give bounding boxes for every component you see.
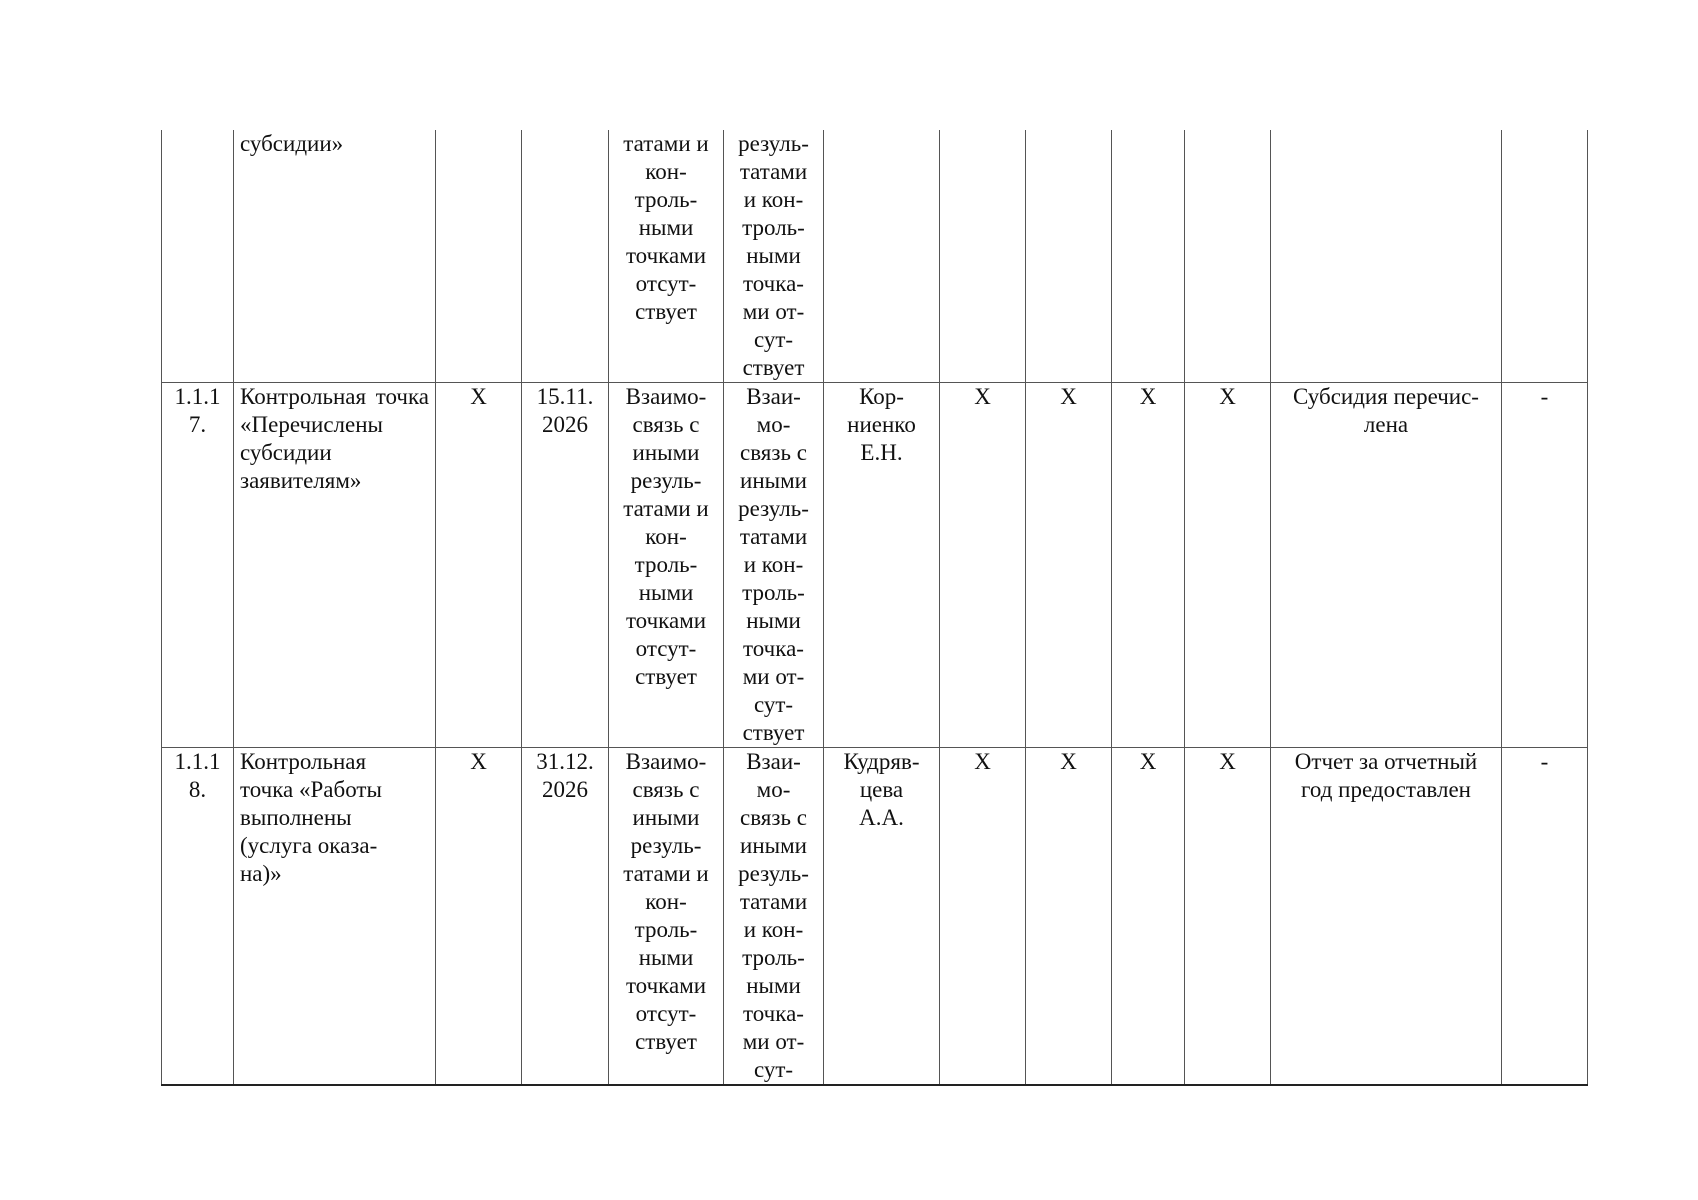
x-cell: [1185, 130, 1271, 383]
relation-previous: татами и кон- троль- ными точками отсут- ствует: [609, 130, 724, 383]
table-row: [162, 130, 1588, 383]
x-cell: X: [1112, 383, 1185, 748]
result-description: Субсидия перечис- лена: [1271, 383, 1502, 748]
x-cell: X: [1185, 748, 1271, 1086]
deadline-date: 31.12. 2026: [522, 748, 609, 1086]
responsible-person: Кор- ниенко Е.Н.: [824, 383, 940, 748]
mark-cell: X: [436, 748, 522, 1086]
row-number: [162, 130, 234, 383]
result-description: Отчет за отчетный год предоставлен: [1271, 748, 1502, 1086]
control-points-table: [161, 130, 1588, 1086]
control-point-name: субсидии»: [234, 130, 436, 383]
control-point-name: Контрольная точка «Работы выполнены (услуга оказа- на)»: [234, 748, 436, 1086]
responsible-person: Кудряв- цева А.А.: [824, 748, 940, 1086]
relation-next: Взаи- мо- связь с иными резуль- татами и кон- троль- ными точка- ми от- сут- ствует: [724, 383, 824, 748]
row-number: 1.1.1 8.: [162, 748, 234, 1086]
x-cell: [1112, 130, 1185, 383]
table-row: [162, 748, 1588, 1086]
x-cell: X: [940, 383, 1026, 748]
x-cell: X: [1185, 383, 1271, 748]
result-description: [1271, 130, 1502, 383]
deadline-date: 15.11. 2026: [522, 383, 609, 748]
x-cell: [1026, 130, 1112, 383]
x-cell: X: [1112, 748, 1185, 1086]
note-cell: [1502, 130, 1588, 383]
row-number: 1.1.1 7.: [162, 383, 234, 748]
x-cell: X: [940, 748, 1026, 1086]
relation-next: резуль- татами и кон- троль- ными точка- ми от- сут- ствует: [724, 130, 824, 383]
note-cell: -: [1502, 748, 1588, 1086]
x-cell: X: [1026, 748, 1112, 1086]
deadline-date: [522, 130, 609, 383]
x-cell: [940, 130, 1026, 383]
relation-previous: Взаимо- связь с иными резуль- татами и кон- троль- ными точками отсут- ствует: [609, 383, 724, 748]
relation-next: Взаи- мо- связь с иными резуль- татами и кон- троль- ными точка- ми от- сут-: [724, 748, 824, 1086]
mark-cell: X: [436, 383, 522, 748]
control-point-name: Контрольная точка «Перечислены субсидии заявителям»: [234, 383, 436, 748]
mark-cell: [436, 130, 522, 383]
note-cell: -: [1502, 383, 1588, 748]
table-row: [162, 383, 1588, 748]
responsible-person: [824, 130, 940, 383]
relation-previous: Взаимо- связь с иными резуль- татами и кон- троль- ными точками отсут- ствует: [609, 748, 724, 1086]
x-cell: X: [1026, 383, 1112, 748]
